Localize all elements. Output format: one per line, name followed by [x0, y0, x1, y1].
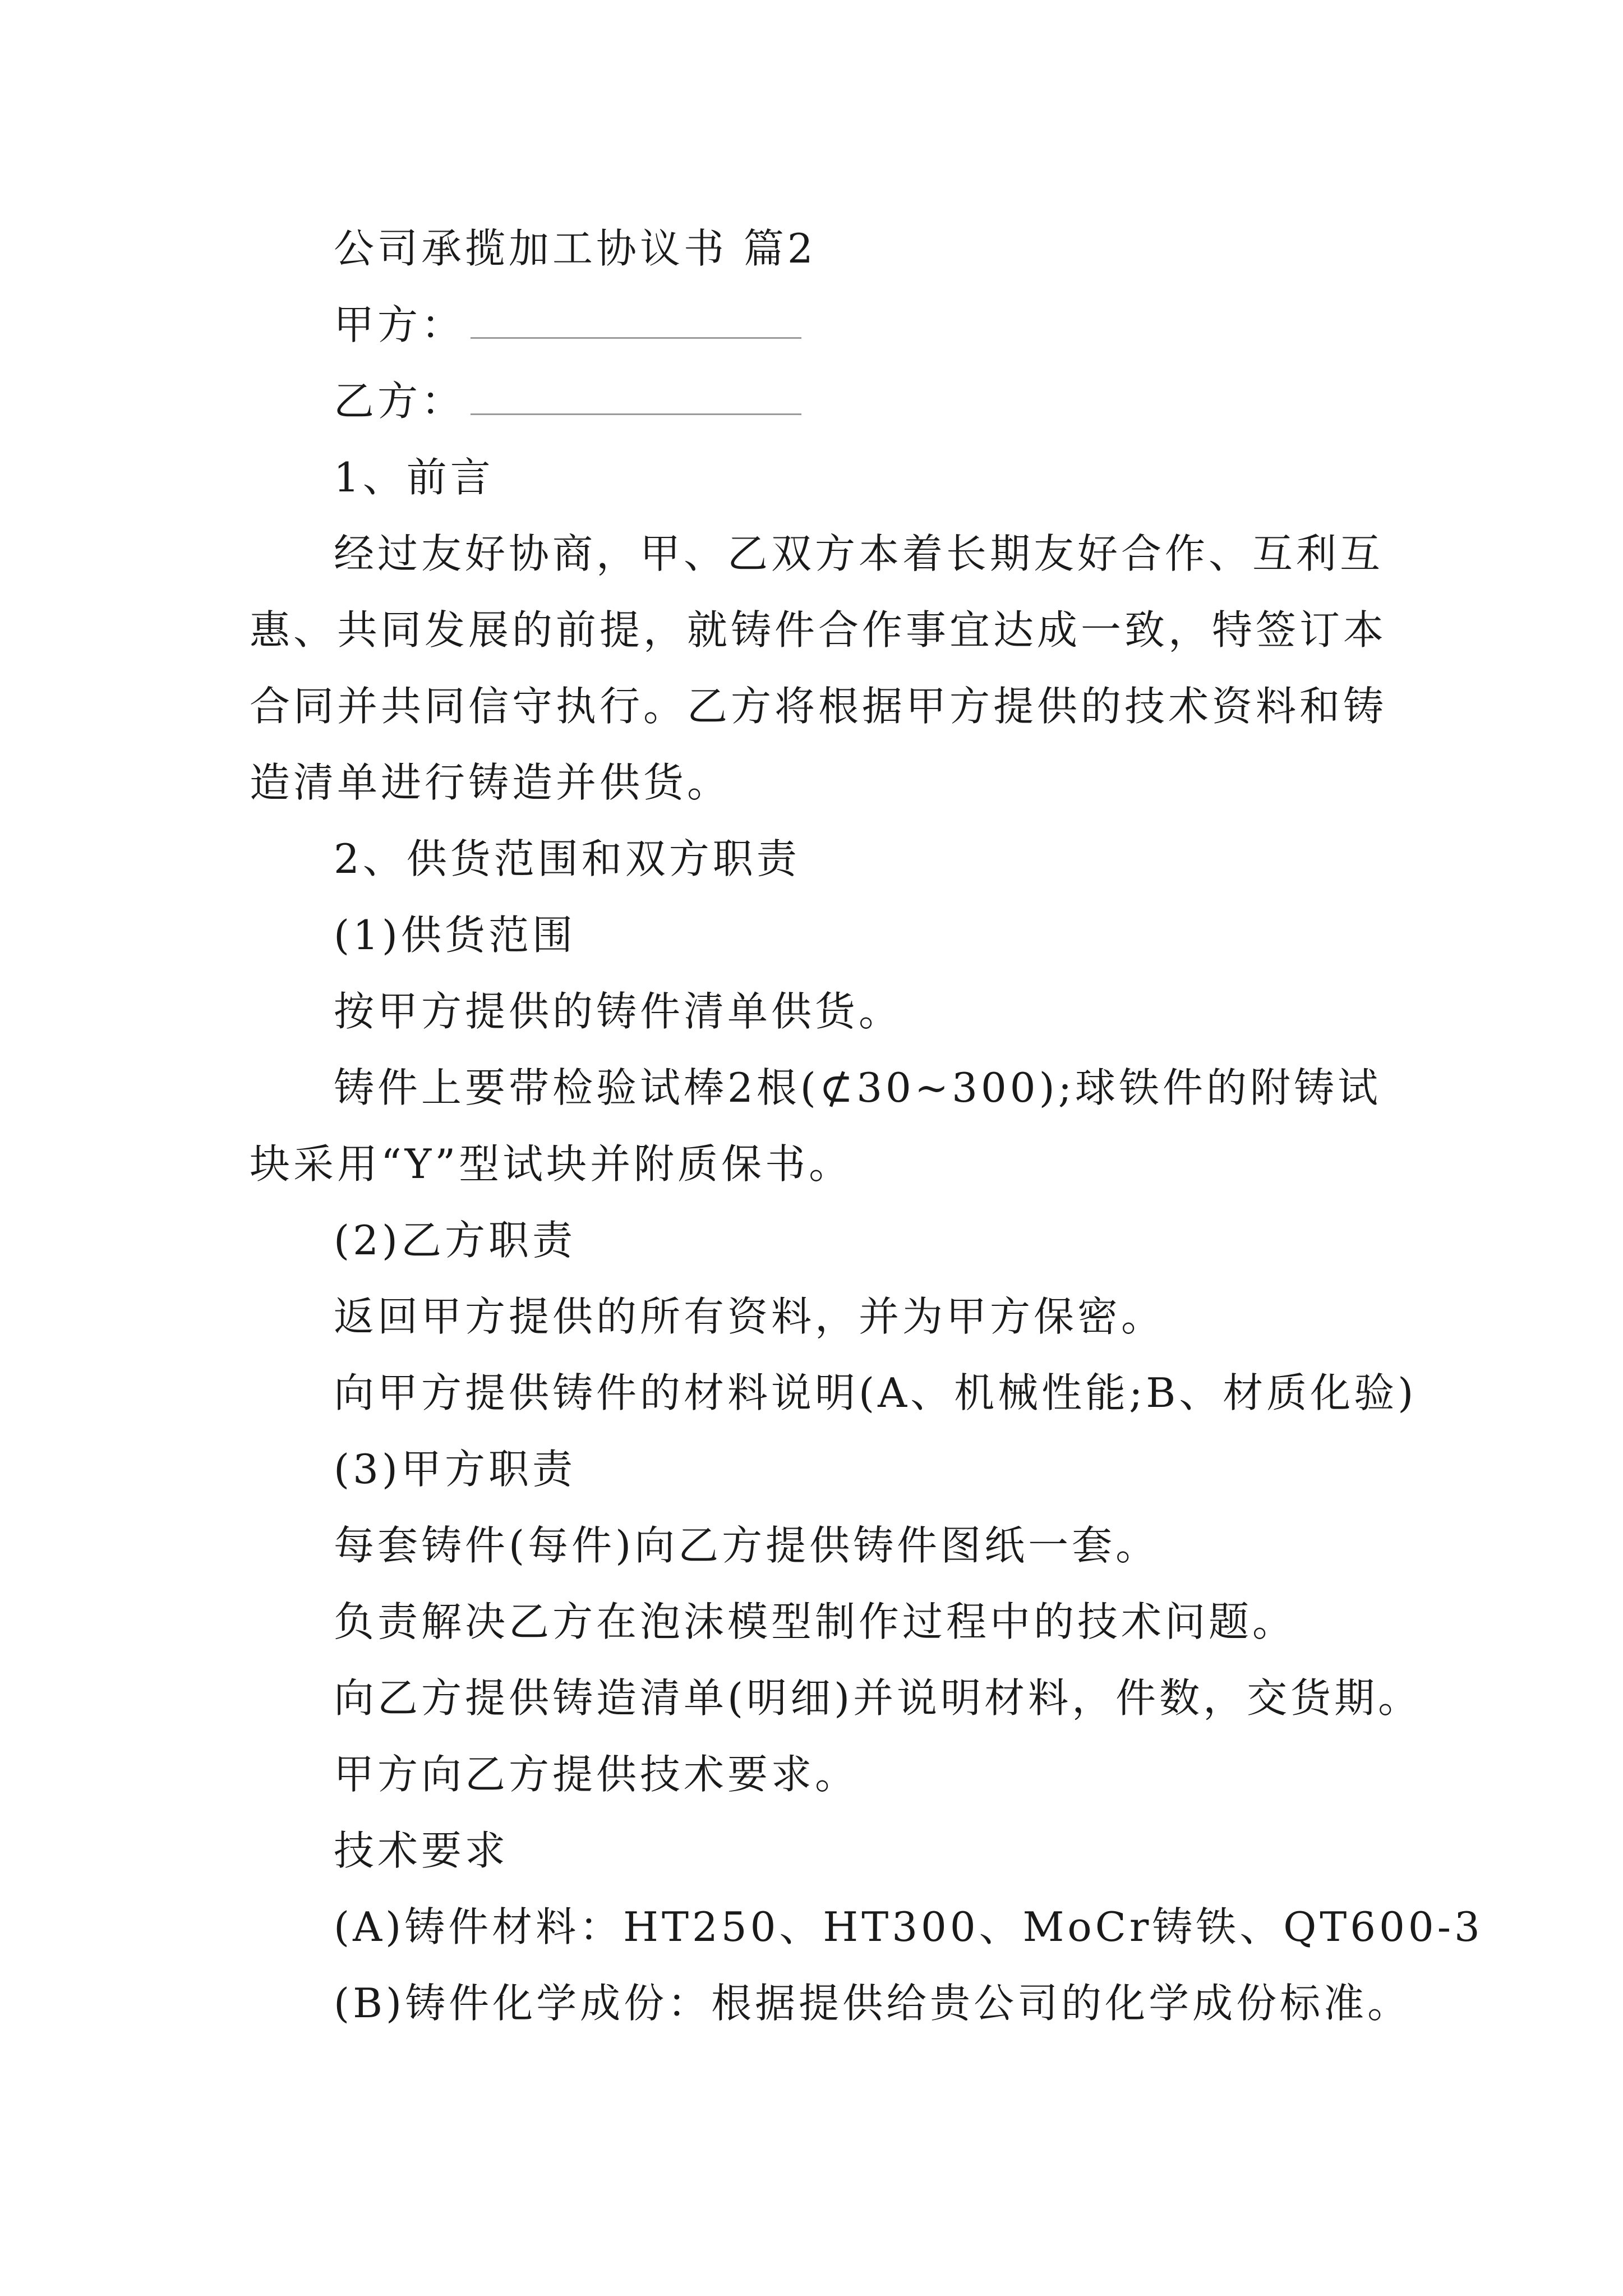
paragraph-line: 经过友好协商，甲、乙双方本着长期友好合作、互利互 [334, 530, 1384, 577]
document-title: 公司承揽加工协议书 篇2 [334, 225, 817, 272]
section-1-heading: 1、前言 [334, 454, 494, 501]
party-b-duty-item: 向甲方提供铸件的材料说明(A、机械性能;B、材质化验) [334, 1369, 1417, 1416]
party-b-label: 乙方： [334, 378, 465, 425]
party-b-duty-item: 返回甲方提供的所有资料，并为甲方保密。 [334, 1293, 1165, 1340]
party-a-duty-item: 甲方向乙方提供技术要求。 [334, 1751, 859, 1798]
paragraph-line: 块采用“Y”型试块并附质保书。 [250, 1140, 853, 1188]
party-a-label: 甲方： [334, 301, 465, 348]
party-b-line [250, 363, 1394, 439]
party-a-line [250, 287, 1394, 363]
tech-requirements-heading: 技术要求 [334, 1827, 509, 1874]
section-2-1-heading: (1)供货范围 [334, 912, 576, 959]
party-a-blank[interactable] [471, 298, 801, 339]
section-2-3-heading: (3)甲方职责 [334, 1446, 576, 1493]
section-2-heading: 2、供货范围和双方职责 [334, 835, 800, 882]
party-a-duty-item: 负责解决乙方在泡沫模型制作过程中的技术问题。 [334, 1598, 1297, 1645]
document-body [250, 210, 1483, 2041]
test-bar-paragraph [250, 1050, 1394, 1202]
paragraph-line: 造清单进行铸造并供货。 [250, 759, 731, 806]
party-a-duty-item: 每套铸件(每件)向乙方提供铸件图纸一套。 [334, 1522, 1160, 1569]
section-1-paragraph [250, 516, 1394, 821]
supply-scope-item: 按甲方提供的铸件清单供货。 [334, 988, 903, 1035]
tech-requirement-item: (B)铸件化学成份：根据提供给贵公司的化学成份标准。 [334, 1980, 1412, 2027]
paragraph-line: 铸件上要带检验试棒2根(⊄30~300);球铁件的附铸试 [334, 1064, 1381, 1111]
paragraph-line: 合同并共同信守执行。乙方将根据甲方提供的技术资料和铸 [250, 683, 1387, 730]
party-b-blank[interactable] [471, 374, 801, 415]
paragraph-line: 惠、共同发展的前提，就铸件合作事宜达成一致，特签订本 [250, 606, 1387, 654]
tech-requirement-item: (A)铸件材料：HT250、HT300、MoCr铸铁、QT600-3 [334, 1903, 1483, 1950]
section-2-2-heading: (2)乙方职责 [334, 1217, 576, 1264]
party-a-duty-item: 向乙方提供铸造清单(明细)并说明材料，件数，交货期。 [334, 1674, 1422, 1722]
